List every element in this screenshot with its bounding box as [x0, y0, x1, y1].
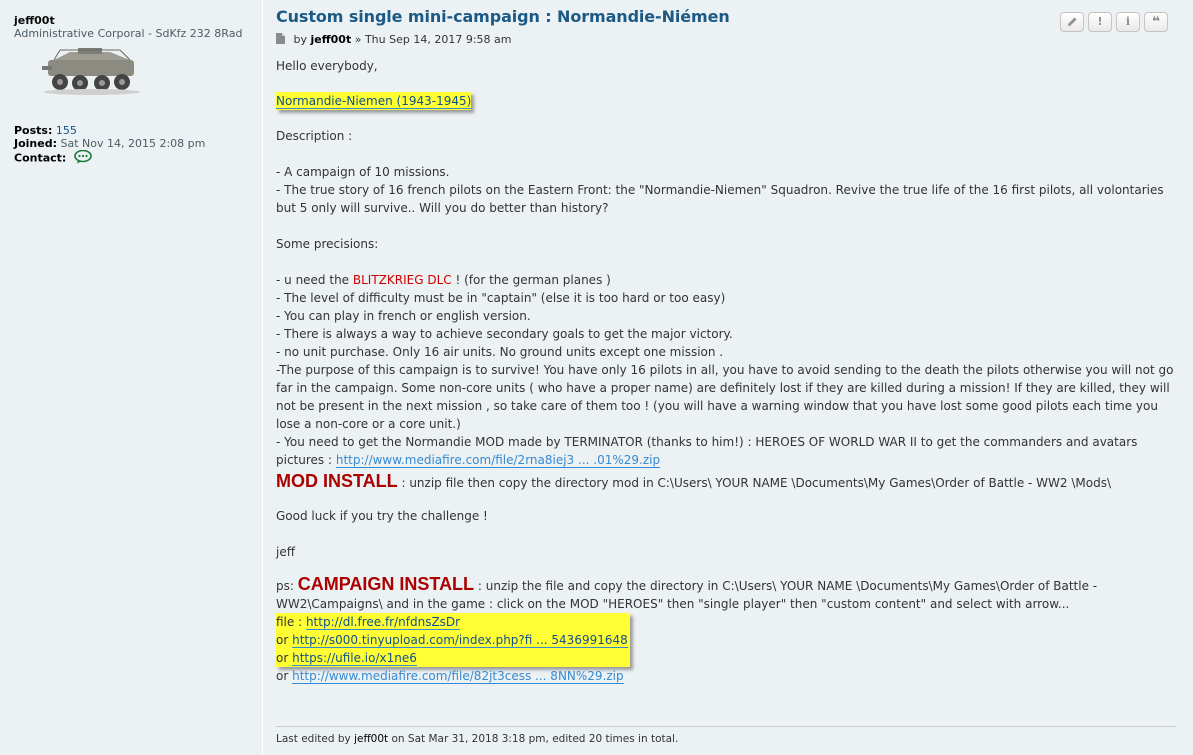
mod-install-line: MOD INSTALL : unzip file then copy the directory mod in C:\Users\ YOUR NAME \Documents\My Games\Order of Battle - WW2 \Mods\ [276, 471, 1112, 491]
description-heading: Description : [276, 129, 353, 143]
download-link-mediafire[interactable]: http://www.mediafire.com/file/82jt3cess ... 8NN%29.zip [292, 669, 624, 683]
greeting: Hello everybody, [276, 59, 378, 73]
campaign-install-label: CAMPAIGN INSTALL [297, 574, 475, 594]
post-date: Thu Sep 14, 2017 9:58 am [364, 33, 512, 46]
precision-3: - You can play in french or english version. [276, 309, 531, 323]
precision-4: - There is always a way to achieve secondary goals to get the major victory. [276, 327, 733, 341]
user-rank: Administrative Corporal - SdKfz 232 8Rad [14, 27, 243, 40]
report-button[interactable] [1088, 12, 1112, 32]
joined-date: Sat Nov 14, 2015 2:08 pm [60, 137, 206, 150]
profile-posts: Posts: 155 [14, 124, 77, 137]
contact-bubble-icon[interactable] [74, 150, 92, 167]
post-profile [0, 0, 263, 755]
precision-5: - no unit purchase. Only 16 air units. No ground units except one mission . [276, 345, 724, 359]
edit-icon [1066, 16, 1078, 28]
profile-contact: Contact: [14, 150, 262, 167]
quote-icon: ❝ [1151, 14, 1161, 30]
rank-armored-car-image [40, 46, 144, 96]
username-link[interactable]: jeff00t [14, 14, 55, 27]
profile-joined: Joined: Sat Nov 14, 2015 2:08 pm [14, 137, 206, 150]
editor-link[interactable]: jeff00t [354, 733, 389, 745]
download-link-4-line: or http://www.mediafire.com/file/82jt3cess ... 8NN%29.zip [276, 669, 624, 683]
precision-6: -The purpose of this campaign is to survive! You have only 16 pilots in all, you have to avoid sending to the death the pilots otherwise you will not go far in the campaign. Some non-core units ( who have a proper name) are definitely lost if they are killed during a mission! If they are killed, they will not be present in the next mission , so take care of them too ! (you will have a warning window that you have lost some good pilots each time you lose a non-core or a core unit.) [276, 363, 1174, 431]
main-link-highlight [276, 92, 471, 110]
precision-2: - The level of difficulty must be in "captain" (else it is too hard or too easy) [276, 291, 726, 305]
info-icon: i [1125, 15, 1131, 28]
post-buttons [1060, 12, 1168, 32]
download-link-3-line: or https://ufile.io/x1ne6 [276, 651, 417, 665]
post-title-link[interactable]: Custom single mini-campaign : Normandie-Niémen [276, 7, 730, 26]
download-links-highlight [276, 613, 630, 667]
download-link-ufile[interactable]: https://ufile.io/x1ne6 [292, 651, 417, 665]
post-content [276, 57, 1176, 685]
precision-7: - You need to get the Normandie MOD made by TERMINATOR (thanks to him!) : HEROES OF WORLD WAR II to get the commanders and avatars pictures : http://www.mediafire.com/file/2rna8iej3 ... .01%29.zip [276, 435, 1138, 467]
mod-download-link[interactable]: http://www.mediafire.com/file/2rna8iej3 ... .01%29.zip [335, 453, 661, 467]
post-author-line: by jeff00t » Thu Sep 14, 2017 9:58 am [276, 33, 511, 48]
download-link-free[interactable]: http://dl.free.fr/nfdnsZsDr [305, 615, 461, 629]
desc-line-1: - A campaign of 10 missions. [276, 165, 450, 179]
download-link-2-line: or http://s000.tinyupload.com/index.php?fi ... 5436991648 [276, 633, 628, 647]
download-link-tinyupload[interactable]: http://s000.tinyupload.com/index.php?fi ... 5436991648 [292, 633, 628, 647]
desc-line-2: - The true story of 16 french pilots on the Eastern Front: the "Normandie-Niemen" Squadron. Revive the true life of the 16 first pilots, all volontaries but 5 only will survive.. Will you do better than history? [276, 183, 1164, 215]
download-link-1-line: file : http://dl.free.fr/nfdnsZsDr [276, 615, 461, 629]
author-link[interactable]: jeff00t [310, 33, 352, 46]
report-icon: ! [1097, 15, 1103, 28]
blitzkrieg-dlc-text: BLITZKRIEG DLC [352, 273, 452, 287]
profile-details [14, 124, 262, 167]
precisions-heading: Some precisions: [276, 237, 379, 251]
good-luck: Good luck if you try the challenge ! [276, 509, 488, 523]
posts-count-link[interactable]: 155 [55, 124, 77, 137]
signature: jeff [276, 545, 295, 559]
precision-1: - u need the BLITZKRIEG DLC ! (for the german planes ) [276, 273, 611, 287]
quote-button[interactable] [1144, 12, 1168, 32]
campaign-install-line: ps: CAMPAIGN INSTALL : unzip the file and copy the directory in C:\Users\ YOUR NAME \Documents\My Games\Order of Battle - WW2\Campaigns\ and in the game : click on the MOD "HEROES" then "single player" then "custom content" and select with arrow... [276, 574, 1098, 611]
info-button[interactable] [1116, 12, 1140, 32]
mod-install-label: MOD INSTALL [276, 471, 398, 491]
last-edited-notice: Last edited by jeff00t on Sat Mar 31, 2018 3:18 pm, edited 20 times in total. [276, 726, 1176, 748]
post-icon[interactable] [276, 33, 285, 48]
edit-button[interactable] [1060, 12, 1084, 32]
main-campaign-link[interactable]: Normandie-Niemen (1943-1945) [276, 94, 472, 108]
post-body [276, 0, 1176, 755]
